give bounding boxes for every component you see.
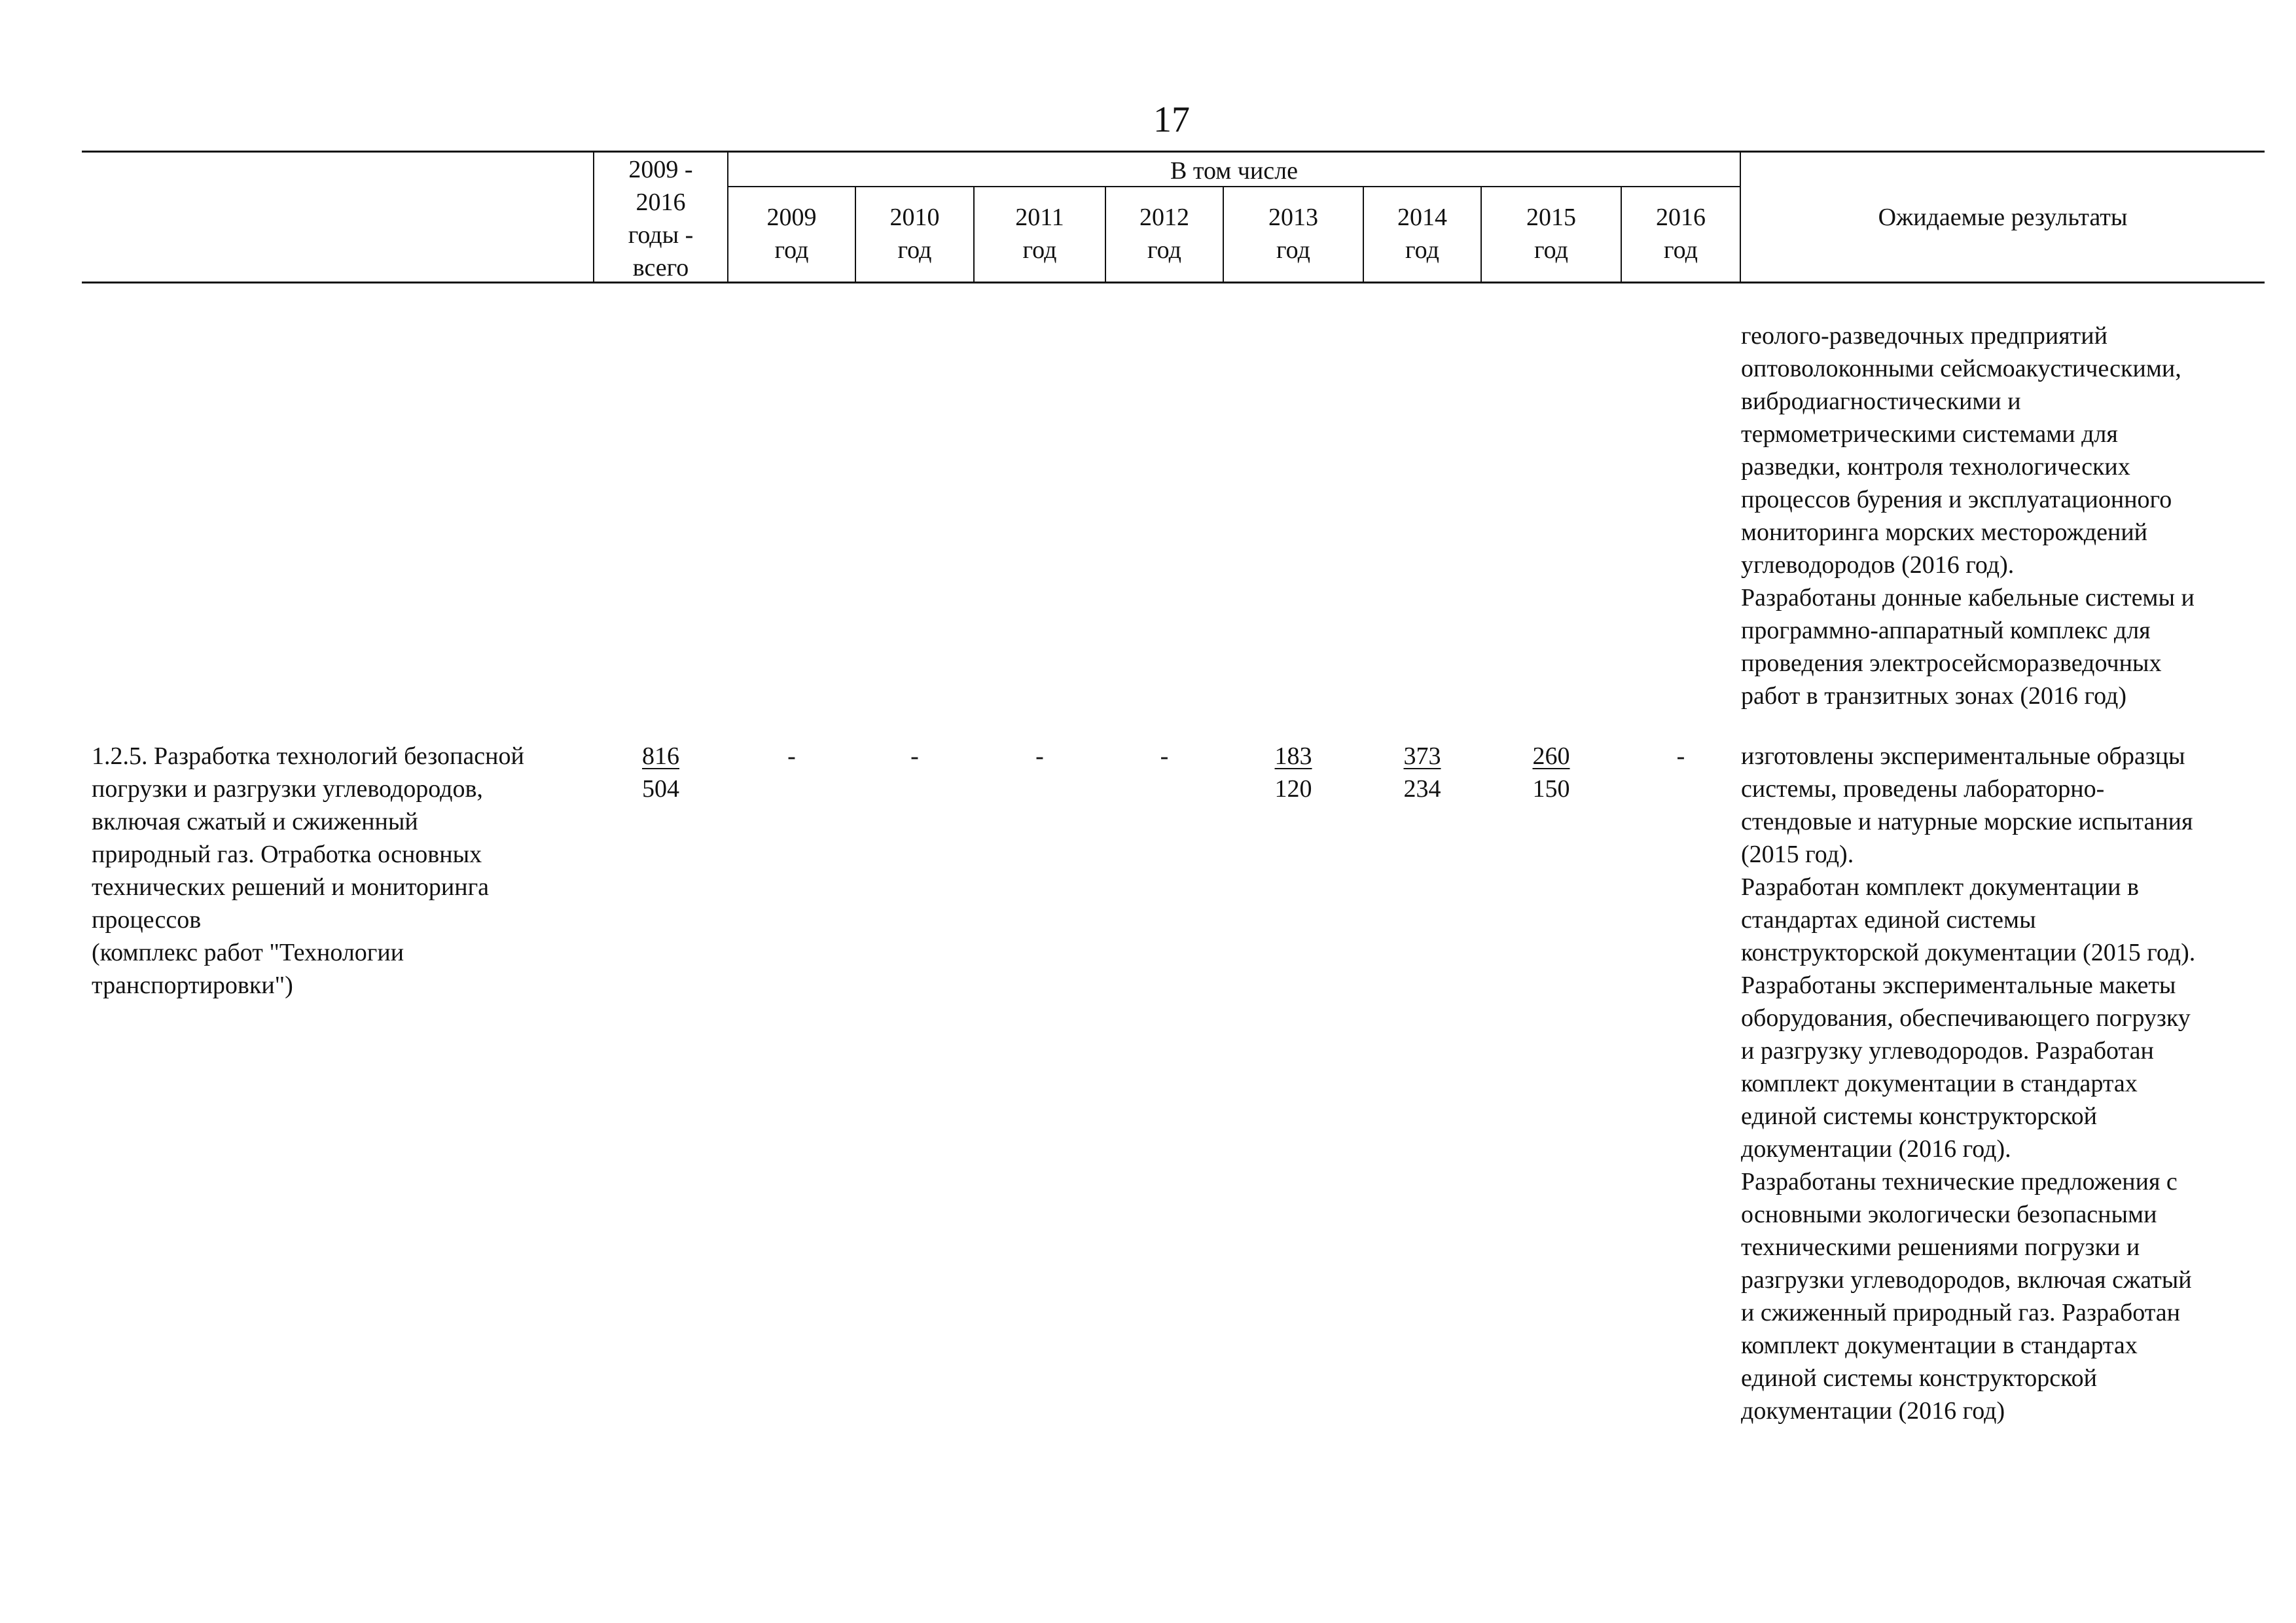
row-year-2012 — [1106, 740, 1223, 773]
header-year-label: 2015 — [1526, 204, 1576, 231]
header-year-label: 2010 — [889, 204, 940, 231]
header-year-2016 — [1622, 201, 1740, 266]
value-top: - — [787, 742, 796, 770]
header-year-2013 — [1224, 201, 1363, 266]
row-year-2011 — [975, 740, 1105, 773]
header-year-label: 2016 — [1656, 204, 1706, 231]
header-year-label: 2009 — [766, 204, 817, 231]
header-year-unit: год — [1405, 236, 1439, 264]
row-year-2013 — [1224, 740, 1363, 805]
row-year-2009 — [728, 740, 855, 773]
header-year-unit: год — [1147, 236, 1181, 264]
value-top: 373 — [1403, 742, 1441, 770]
header-including: В том числе — [1170, 157, 1298, 185]
row-year-2010 — [856, 740, 973, 773]
value-top: 183 — [1274, 742, 1312, 770]
header-year-unit: год — [1276, 236, 1310, 264]
header-year-label: 2014 — [1397, 204, 1447, 231]
value-bottom: 504 — [642, 775, 679, 803]
header-year-label: 2012 — [1139, 204, 1189, 231]
header-year-2010 — [856, 201, 973, 266]
value-top: 260 — [1532, 742, 1570, 770]
row-year-2014 — [1364, 740, 1480, 805]
value-bottom: 120 — [1274, 775, 1312, 803]
header-year-unit: год — [1022, 236, 1057, 264]
header-year-2009 — [728, 201, 855, 266]
row-year-2016 — [1622, 740, 1740, 773]
header-year-unit: год — [1534, 236, 1568, 264]
header-expected-results: Ожидаемые результаты — [1878, 204, 2128, 231]
header-year-label: 2013 — [1268, 204, 1318, 231]
header-year-unit: год — [774, 236, 809, 264]
value-top: - — [1676, 742, 1685, 770]
header-total: 2009 - 2016 годы - всего — [628, 156, 694, 282]
table-top-rule — [82, 151, 2265, 153]
header-year-2015 — [1482, 201, 1621, 266]
value-top: - — [1160, 742, 1169, 770]
value-top: - — [1035, 742, 1044, 770]
row-year-2015 — [1482, 740, 1621, 805]
value-top: - — [910, 742, 919, 770]
header-year-2014 — [1364, 201, 1480, 266]
row-title: 1.2.5. Разработка технологий безопасной погрузки и разгрузки углеводородов, включая сжатый и сжиженный природный газ. Отработка основных технических решений и мониторинга процессов (комплекс работ "Технологии транспортировки") — [92, 742, 524, 999]
row-total — [594, 740, 727, 805]
value-bottom: 234 — [1403, 775, 1441, 803]
header-year-label: 2011 — [1015, 204, 1064, 231]
continued-results-text: геолого-разведочных предприятий оптоволоконными сейсмоакустическими, вибродиагностическими и термометрическими системами для разведки, контроля технологических процессов бурения и эксплуатационного мониторинга морских месторождений углеводородов (2016 год). Разработаны донные кабельные системы и программно-аппаратный комплекс для проведения электросейсморазведочных работ в транзитных зонах (2016 год) — [1741, 322, 2195, 710]
value-bottom: 150 — [1532, 775, 1570, 803]
header-year-2011 — [975, 201, 1105, 266]
row-expected-results: изготовлены экспериментальные образцы системы, проведены лабораторно- стендовые и натурные морские испытания (2015 год). Разработан комплект документации в стандартах единой системы конструкторской документации (2015 год). Разработаны экспериментальные макеты оборудования, обеспечивающего погрузку и разгрузку углеводородов. Разработан комплект документации в стандартах единой системы конструкторской документации (2016 год). Разработаны технические предложения с основными экологически безопасными техническими решениями погрузки и разгрузки углеводородов, включая сжатый и сжиженный природный газ. Разработан комплект документации в стандартах единой системы конструкторской документации (2016 год) — [1741, 742, 2196, 1425]
page-number: 17 — [1153, 100, 1190, 140]
value-top: 816 — [642, 742, 679, 770]
header-year-unit: год — [1664, 236, 1698, 264]
header-year-2012 — [1106, 201, 1223, 266]
header-year-unit: год — [897, 236, 932, 264]
header-bottom-rule — [82, 282, 2265, 283]
